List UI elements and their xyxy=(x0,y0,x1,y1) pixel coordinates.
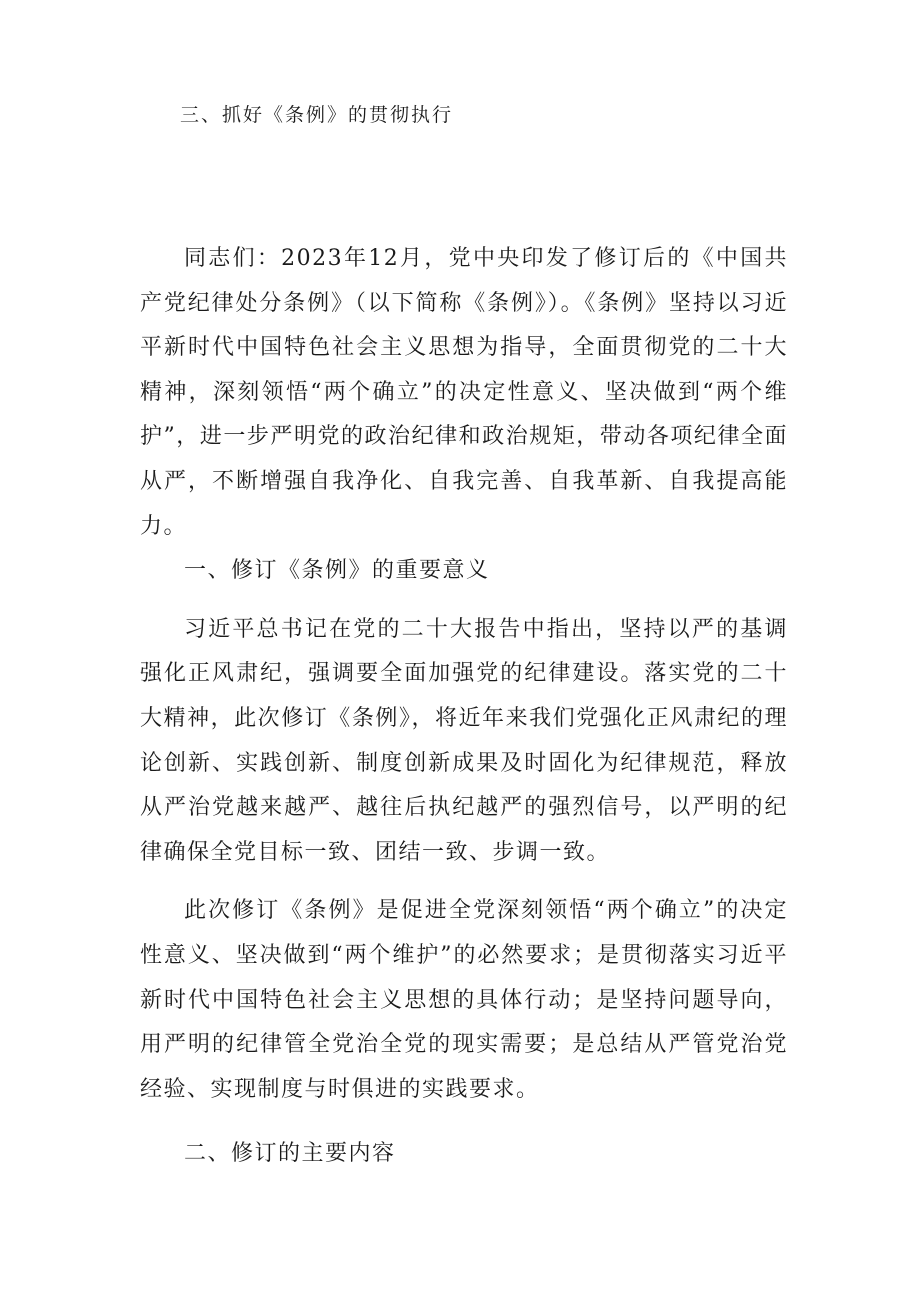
document-body xyxy=(140,237,788,1177)
section1-paragraph-1: 习近平总书记在党的二十大报告中指出，坚持以严的基调强化正风肃纪，强调要全面加强党的纪律建设。落实党的二十大精神，此次修订《条例》，将近年来我们党强化正风肃纪的理论创新、实践创新、制度创新成果及时固化为纪律规范，释放从严治党越来越严、越往后执纪越严的强烈信号，以严明的纪律确保全党目标一致、团结一致、步调一致。 xyxy=(140,616,788,865)
top-heading: 三、抓好《条例》的贯彻执行 xyxy=(180,104,454,126)
section-heading-2: 二、修订的主要内容 xyxy=(184,1141,396,1167)
intro-paragraph: 同志们：2023年12月，党中央印发了修订后的《中国共产党纪律处分条例》（以下简称《条例》）。《条例》坚持以习近平新时代中国特色社会主义思想为指导，全面贯彻党的二十大精神，深刻领悟“两个确立”的决定性意义、坚决做到“两个维护”，进一步严明党的政治纪律和政治规矩，带动各项纪律全面从严，不断增强自我净化、自我完善、自我革新、自我提高能力。 xyxy=(140,246,788,539)
spacer xyxy=(140,594,788,608)
spacer xyxy=(140,1112,788,1132)
section-heading-1: 一、修订《条例》的重要意义 xyxy=(184,558,490,584)
section1-paragraph-2: 此次修订《条例》是促进全党深刻领悟“两个确立”的决定性意义、坚决做到“两个维护”的必然要求；是贯彻落实习近平新时代中国特色社会主义思想的具体行动；是坚持问题导向，用严明的纪律管全党治全党的现实需要；是总结从严管党治党经验、实现制度与时俱进的实践要求。 xyxy=(140,898,788,1102)
spacer xyxy=(140,875,788,889)
